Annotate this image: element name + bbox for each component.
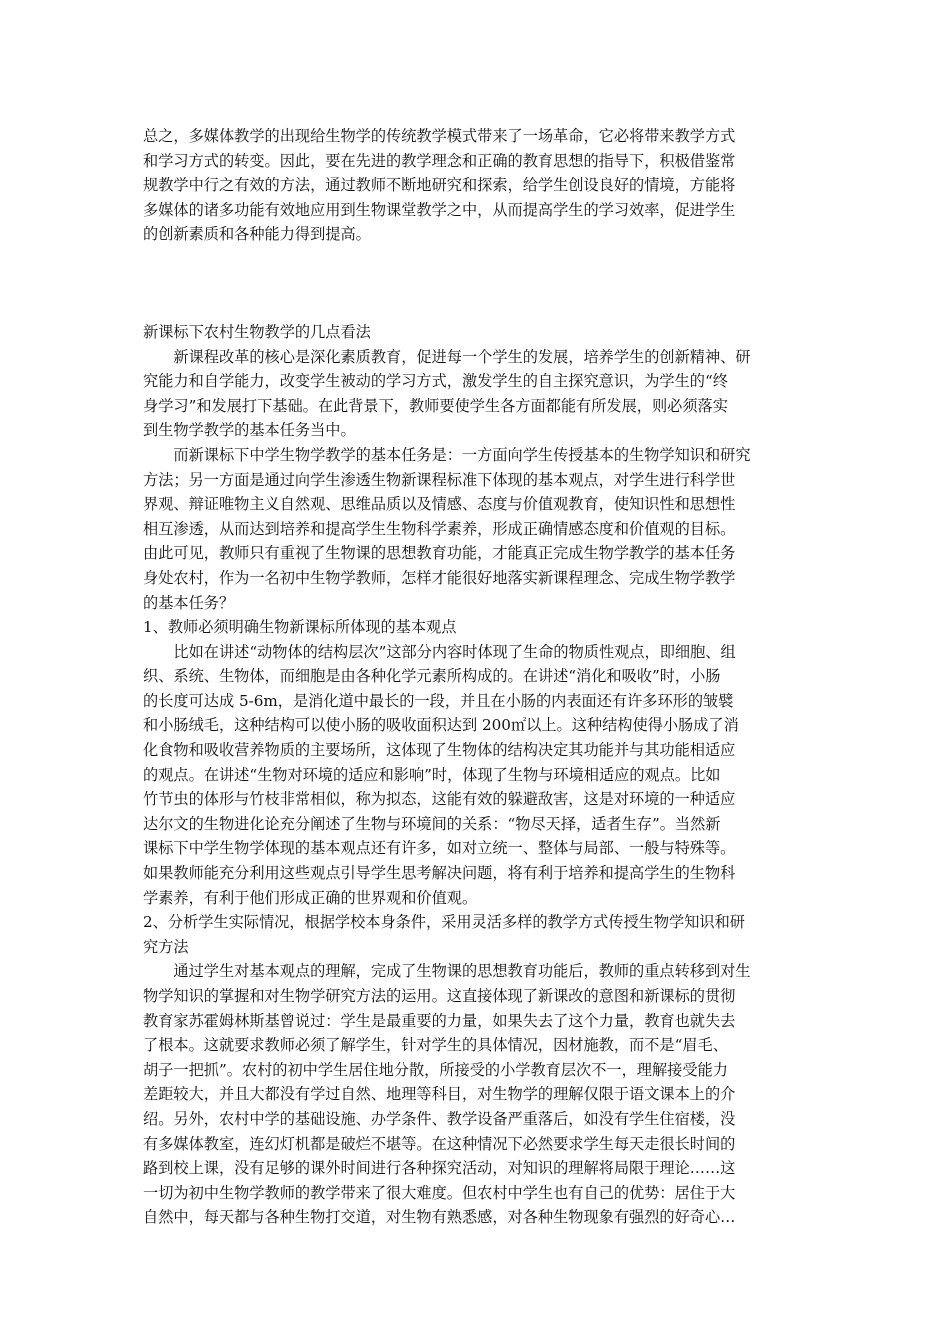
text-line: 通过学生对基本观点的理解，完成了生物课的思想教育功能后，教师的重点转移到对生	[143, 962, 751, 981]
section-gap	[143, 247, 807, 320]
text-line: 和小肠绒毛，这种结构可以使小肠的吸收面积达到 200㎡以上。这种结构使得小肠成了消	[143, 716, 739, 735]
text-line: 而新课标下中学生物学教学的基本任务是：一方面向学生传授基本的生物学知识和研究	[143, 445, 751, 464]
text-line: 的观点。在讲述“生物对环境的适应和影响”时，体现了生物与环境相适应的观点。比如	[143, 765, 721, 784]
text-line: 方法；另一方面是通过向学生渗透生物新课程标准下体现的基本观点，对学生进行科学世	[143, 470, 736, 489]
text-line: 达尔文的生物进化论充分阐述了生物与环境间的关系：“物尽天择，适者生存”。当然新	[143, 814, 721, 833]
text-line: 新课程改革的核心是深化素质教育，促进每一个学生的发展，培养学生的创新精神、研	[143, 347, 751, 366]
text-line: 界观、辩证唯物主义自然观、思维品质以及情感、态度与价值观教育，使知识性和思想性	[143, 495, 736, 514]
text-line: 如果教师能充分利用这些观点引导学生思考解决问题，将有利于培养和提高学生的生物科	[143, 864, 736, 883]
text-line: 总之，多媒体教学的出现给生物学的传统教学模式带来了一场革命，它必将带来教学方式	[143, 127, 736, 145]
text-line: 究能力和自学能力，改变学生被动的学习方式，激发学生的自主探究意识，为学生的“终	[143, 372, 728, 391]
text-line: 身处农村，作为一名初中生物学教师，怎样才能很好地落实新课程理念、完成生物学教学	[143, 568, 736, 587]
text-line: 化食物和吸收营养物质的主要场所，这体现了生物体的结构决定其功能并与其功能相适应	[143, 741, 736, 760]
text-line: 物学知识的掌握和对生物学研究方法的运用。这直接体现了新课改的意图和新课标的贯彻	[143, 987, 736, 1005]
text-line: 绍。另外，农村中学的基础设施、办学条件、教学设备严重落后，如没有学生住宿楼，没	[143, 1109, 736, 1128]
document-page	[143, 124, 807, 1230]
text-line: 教育家苏霍姆林斯基曾说过：学生是最重要的力量，如果失去了这个力量，教育也就失去	[143, 1011, 736, 1030]
article-body	[143, 345, 807, 1230]
text-line: 的基本任务？	[143, 593, 235, 612]
conclusion-paragraph	[143, 124, 807, 247]
text-line: 比如在讲述“动物体的结构层次”这部分内容时体现了生命的物质性观点，即细胞、组	[143, 642, 736, 661]
text-line: 多媒体的诸多功能有效地应用到生物课堂教学之中，从而提高学生的学习效率，促进学生	[143, 200, 736, 219]
text-line: 织、系统、生物体，而细胞是由各种化学元素所构成的。在讲述“消化和吸收”时，小肠	[143, 667, 721, 686]
text-line: 由此可见，教师只有重视了生物课的思想教育功能，才能真正完成生物学教学的基本任务	[143, 544, 736, 563]
text-line: 有多媒体教室，连幻灯机都是破烂不堪等。在这种情况下必然要求学生每天走很长时间的	[143, 1134, 736, 1153]
text-line: 差距较大，并且大都没有学过自然、地理等科目，对生物学的理解仅限于语文课本上的介	[143, 1085, 736, 1104]
text-line: 了根本。这就要求教师必须了解学生，针对学生的具体情况，因材施教，而不是“眉毛、	[143, 1036, 728, 1055]
text-line: 路到校上课，没有足够的课外时间进行各种探究活动，对知识的理解将局限于理论……这	[143, 1159, 736, 1178]
text-line: 课标下中学生物学体现的基本观点还有许多，如对立统一、整体与局部、一般与特殊等。	[143, 839, 736, 858]
text-line: 的长度可达成 5-6m，是消化道中最长的一段，并且在小肠的内表面还有许多环形的皱襞	[143, 691, 734, 710]
text-line: 一切为初中生物学教师的教学带来了很大难度。但农村中学生也有自己的优势：居住于大	[143, 1183, 736, 1202]
text-line: 和学习方式的转变。因此，要在先进的教学理念和正确的教育思想的指导下，积极借鉴常	[143, 151, 736, 170]
text-line: 究方法	[143, 937, 189, 956]
text-line: 身学习”和发展打下基础。在此背景下，教师要使学生各方面都能有所发展，则必须落实	[143, 396, 728, 415]
text-line: 2、分析学生实际情况，根据学校本身条件，采用灵活多样的教学方式传授生物学知识和研	[143, 913, 745, 932]
text-line: 规教学中行之有效的方法，通过教师不断地研究和探索，给学生创设良好的情境，方能将	[143, 176, 736, 195]
text-line: 自然中，每天都与各种生物打交道，对生物有熟悉感，对各种生物现象有强烈的好奇心…	[143, 1208, 736, 1227]
text-line: 学素养，有利于他们形成正确的世界观和价值观。	[143, 888, 478, 907]
text-line: 竹节虫的体形与竹枝非常相似，称为拟态，这能有效的躲避敌害，这是对环境的一种适应	[143, 790, 736, 809]
text-line: 的创新素质和各种能力得到提高。	[143, 225, 371, 244]
text-line: 相互渗透，从而达到培养和提高学生生物科学素养，形成正确情感态度和价值观的目标。	[143, 519, 736, 538]
text-line: 胡子一把抓”。农村的初中学生居住地分散，所接受的小学教育层次不一，理解接受能力	[143, 1060, 728, 1079]
article-title: 新课标下农村生物教学的几点看法	[143, 322, 371, 341]
text-line: 1、教师必须明确生物新课标所体现的基本观点	[143, 618, 457, 637]
text-line: 到生物学教学的基本任务当中。	[143, 421, 356, 440]
